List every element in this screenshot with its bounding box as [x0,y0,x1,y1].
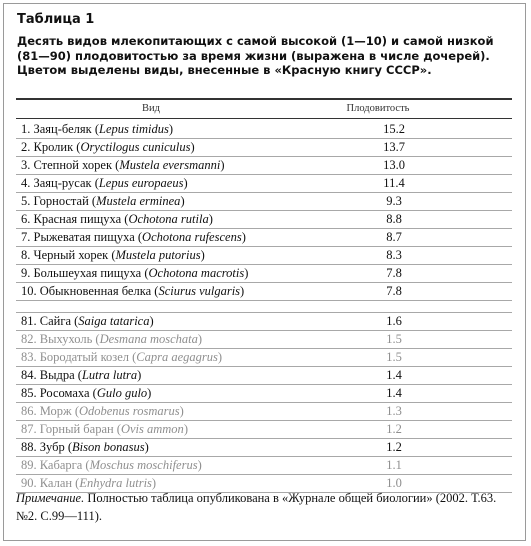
fertility-value: 1.3 [386,404,402,418]
species-name [21,121,173,138]
species-latin-name: Sciurus vulgaris [158,284,241,298]
species-name [21,421,188,438]
species-latin-name: Lepus europaeus [98,176,184,190]
species-close-paren: ) [147,386,152,400]
fertility-value: 1.5 [386,332,402,346]
species-close-paren: ) [200,248,205,262]
species-name [21,211,213,228]
table-label: Таблица 1 [17,12,95,27]
fertility-value: 1.0 [386,476,402,490]
species-name [21,175,188,192]
species-name [21,265,248,282]
species-common-name: 89. Кабарга ( [21,458,90,472]
table-row [16,403,512,421]
species-common-name: 1. Заяц-беляк ( [21,122,100,136]
fertility-value: 1.4 [386,386,402,400]
species-common-name: 87. Горный баран ( [21,422,121,436]
species-close-paren: ) [208,212,213,226]
table-row [16,139,512,157]
species-common-name: 3. Степной хорек ( [21,158,120,172]
table-row [16,439,512,457]
column-header-value: Плодовитость [346,103,410,114]
fertility-value: 8.3 [386,248,402,262]
species-common-name: 81. Сайга ( [21,314,79,328]
species-close-paren: ) [240,284,245,298]
species-common-name: 88. Зубр ( [21,440,72,454]
fertility-value: 13.0 [383,158,405,172]
species-close-paren: ) [197,458,202,472]
species-close-paren: ) [241,230,246,244]
table-row [16,349,512,367]
table-row [16,457,512,475]
table-row [16,367,512,385]
fertility-value: 1.2 [386,422,402,436]
species-close-paren: ) [190,140,195,154]
species-name [21,139,195,156]
species-common-name: 82. Выхухоль ( [21,332,100,346]
species-name [21,247,205,264]
species-close-paren: ) [217,350,223,364]
species-latin-name: Lutra lutra [81,368,138,382]
species-close-paren: ) [149,314,154,328]
table-row [16,313,512,331]
table-caption: Десять видов млекопитающих с самой высокой (1—10) и самой низкой (81—90) плодовитостью за время жизни (выражена в числе дочерей). Цветом выделены виды, внесенные в «Красную книгу СССР». [17,34,494,77]
species-latin-name: Ochotona rufescens [142,230,242,244]
table-row [16,247,512,265]
species-name [21,229,246,246]
column-header-name: Вид [142,103,160,114]
note-text: Полностью таблица опубликована в «Журнале общей биологии» (2002. Т.63. №2. С.99—111). [16,491,497,523]
species-common-name: 90. Калан ( [21,476,80,490]
species-common-name: 9. Большеухая пищуха ( [21,266,149,280]
fertility-value: 8.8 [386,212,402,226]
species-close-paren: ) [151,476,157,490]
species-latin-name: Mustela putorius [115,248,201,262]
fertility-value: 13.7 [383,140,405,154]
species-latin-name: Gulo gulo [96,386,148,400]
species-common-name: 10. Обыкновенная белка ( [21,284,159,298]
fertility-value: 9.3 [386,194,402,208]
fertility-value: 1.2 [386,440,402,454]
species-latin-name: Mustela eversmanni [119,158,221,172]
table-header-rule [16,118,512,119]
species-latin-name: Odobenus rosmarus [78,404,180,418]
species-latin-name: Moschus moschiferus [89,458,198,472]
species-common-name: 4. Заяц-русак ( [21,176,99,190]
fertility-value: 7.8 [386,266,402,280]
species-name [21,457,202,474]
species-common-name: 7. Рыжеватая пищуха ( [21,230,143,244]
species-common-name: 5. Горностай ( [21,194,97,208]
species-close-paren: ) [183,422,188,436]
table-row [16,193,512,211]
species-close-paren: ) [180,194,185,208]
fertility-value: 1.4 [386,368,402,382]
note-label: Примечание. [16,491,85,505]
table-row [16,157,512,175]
fertility-value: 7.8 [386,284,402,298]
species-name [21,157,225,174]
species-close-paren: ) [197,332,203,346]
table-row [16,385,512,403]
table-row [16,265,512,283]
species-common-name: 86. Морж ( [21,404,79,418]
species-latin-name: Enhydra lutris [79,476,152,490]
species-close-paren: ) [183,176,188,190]
species-name [21,385,151,402]
species-common-name: 2. Кролик ( [21,140,81,154]
table-row [16,421,512,439]
table-row [16,211,512,229]
species-name [21,367,141,384]
table-note [16,489,516,525]
fertility-value: 1.1 [386,458,402,472]
species-latin-name: Oryctilogus cuniculus [80,140,191,154]
fertility-value: 15.2 [383,122,405,136]
species-latin-name: Capra aegagrus [136,350,218,364]
species-name [21,331,202,348]
table-row [16,175,512,193]
table-row [16,229,512,247]
table-row [16,331,512,349]
table-gap-row [16,301,512,313]
species-latin-name: Saiga tatarica [78,314,150,328]
species-name [21,403,184,420]
species-common-name: 83. Бородатый козел ( [21,350,137,364]
species-name [21,313,154,330]
fertility-value: 1.6 [386,314,402,328]
fertility-value: 11.4 [383,176,405,190]
species-common-name: 85. Росомаха ( [21,386,97,400]
species-latin-name: Ochotona rutila [128,212,209,226]
species-close-paren: ) [220,158,225,172]
fertility-value: 8.7 [386,230,402,244]
table-row [16,121,512,139]
species-name [21,349,222,366]
species-name [21,283,244,300]
species-common-name: 6. Красная пищуха ( [21,212,129,226]
table-body [16,121,512,493]
fertility-value: 1.5 [386,350,402,364]
species-common-name: 84. Выдра ( [21,368,82,382]
species-close-paren: ) [179,404,184,418]
species-latin-name: Lepus timidus [99,122,169,136]
species-latin-name: Desmana moschata [99,332,198,346]
species-latin-name: Ovis ammon [120,422,184,436]
species-close-paren: ) [144,440,149,454]
table-row [16,283,512,301]
species-close-paren: ) [137,368,142,382]
species-name [21,193,185,210]
species-latin-name: Mustela erminea [96,194,181,208]
species-close-paren: ) [168,122,173,136]
species-latin-name: Bison bonasus [72,440,145,454]
species-name [21,439,149,456]
species-close-paren: ) [244,266,249,280]
table-top-rule [16,98,512,100]
species-common-name: 8. Черный хорек ( [21,248,116,262]
species-latin-name: Ochotona macrotis [148,266,245,280]
